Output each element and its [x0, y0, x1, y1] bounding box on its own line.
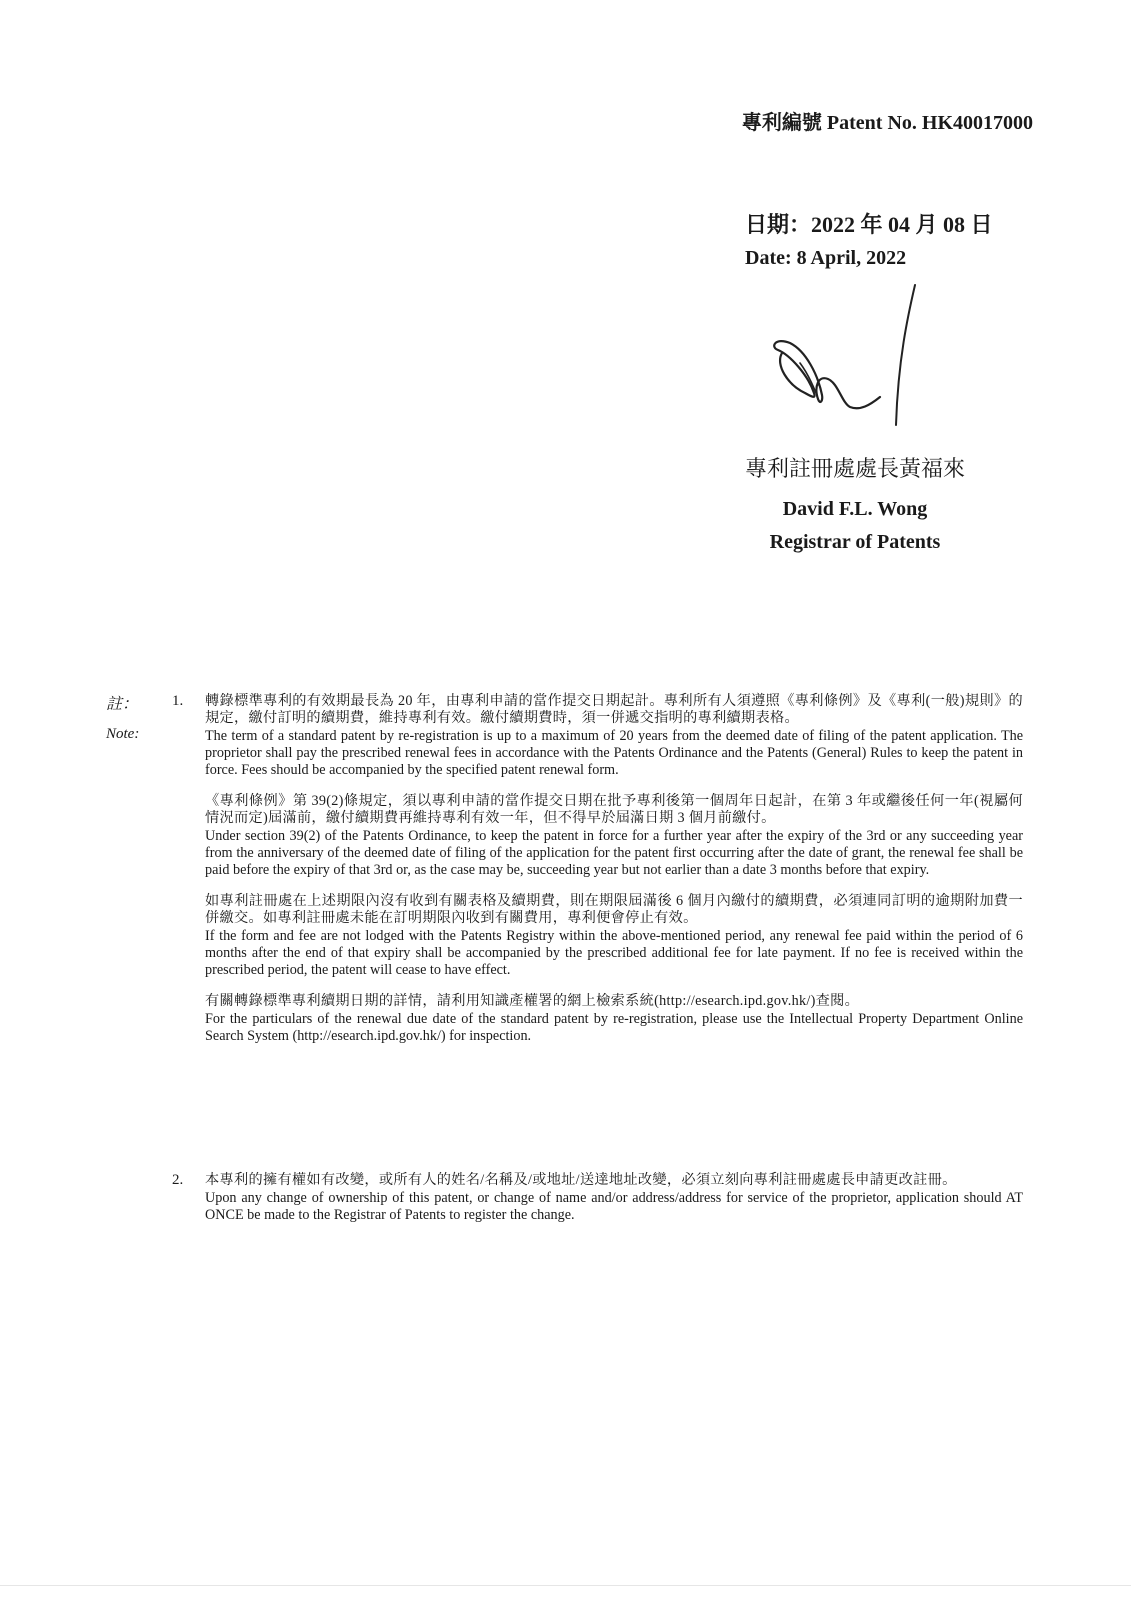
- signer-block: [700, 452, 1010, 559]
- patent-number: 專利編號 Patent No. HK40017000: [741, 112, 1033, 134]
- note-2: [205, 1172, 1023, 1238]
- signer-name-english: David F.L. Wong: [782, 498, 928, 520]
- note-1-number: 1.: [172, 693, 184, 709]
- paragraph-english: The term of a standard patent by re-registration is up to a maximum of 20 years from the deemed date of filing of the patent application. The proprietor shall pay the prescribed renewal fees in accordance with the Patents Ordinance and the Patents (General) Rules to keep the patent in force. Fees should be accompanied by the specified patent renewal form.: [205, 728, 1023, 778]
- note-2-paragraph: [205, 1172, 1023, 1224]
- note-1: [205, 693, 1023, 1059]
- signer-title: Registrar of Patents: [769, 531, 941, 553]
- note-1-paragraph: [205, 693, 1023, 779]
- note-1-paragraph: [205, 793, 1023, 879]
- paragraph-chinese: 如專利註冊處在上述期限內沒有收到有關表格及續期費，則在期限屆滿後 6 個月內繳付的續期費，必須連同訂明的逾期附加費一併繳交。如專利註冊處未能在訂明期限內收到有關費用，專利便會停止有效。: [205, 893, 1023, 926]
- paragraph-chinese: 本專利的擁有權如有改變，或所有人的姓名/名稱及/或地址/送達地址改變，必須立刻向專利註冊處處長申請更改註冊。: [205, 1172, 957, 1188]
- note-2-number: 2.: [172, 1172, 184, 1188]
- date-chinese: 日期：2022 年 04 月 08 日: [745, 212, 993, 237]
- signer-name-chinese: 專利註冊處處長黃福來: [744, 456, 965, 481]
- date-english: Date: 8 April, 2022: [745, 247, 907, 269]
- paragraph-chinese: 有關轉錄標準專利續期日期的詳情，請利用知識產權署的網上檢索系統(http://esearch.ipd.gov.hk/)查閱。: [205, 993, 860, 1009]
- note-label-chinese: 註：: [106, 696, 139, 713]
- note-1-paragraph: [205, 893, 1023, 979]
- scan-edge-line: [0, 1585, 1131, 1586]
- paragraph-english: If the form and fee are not lodged with the Patents Registry within the above-mentioned period, any renewal fee paid within the period of 6 months after the end of that expiry shall be accompanied by the prescribed additional fee for late payment. If no fee is received within the prescribed period, the patent will cease to have effect.: [205, 928, 1023, 978]
- paragraph-chinese: 《專利條例》第 39(2)條規定，須以專利申請的當作提交日期在批予專利後第一個周年日起計，在第 3 年或繼後任何一年(視屬何情況而定)屆滿前，繳付續期費再維持專利有效一年，但不得早於屆滿日期 3 個月前繳付。: [205, 793, 1023, 826]
- paragraph-english: Under section 39(2) of the Patents Ordinance, to keep the patent in force for a further year after the expiry of the 3rd or any succeeding year from the anniversary of the deemed date of filing of the application for the patent first occurring after the date of grant, the renewal fee shall be paid before the expiry of that 3rd or, as the case may be, succeeding year but not earlier than a date 3 months before that expiry.: [205, 828, 1023, 878]
- signature-mark: [770, 275, 950, 435]
- note-label-english: Note:: [106, 726, 140, 742]
- paragraph-english: Upon any change of ownership of this patent, or change of name and/or address/address for service of the proprietor, application should AT ONCE be made to the Registrar of Patents to register the change.: [205, 1190, 1023, 1223]
- paragraph-english: For the particulars of the renewal due date of the standard patent by re-registration, please use the Intellectual Property Department Online Search System (http://esearch.ipd.gov.hk/) for inspection.: [205, 1011, 1023, 1044]
- paragraph-chinese: 轉錄標準專利的有效期最長為 20 年，由專利申請的當作提交日期起計。專利所有人須遵照《專利條例》及《專利(一般)規則》的規定，繳付訂明的續期費，維持專利有效。繳付續期費時，須一併遞交指明的專利續期表格。: [205, 693, 1023, 726]
- note-1-paragraph: [205, 993, 1023, 1045]
